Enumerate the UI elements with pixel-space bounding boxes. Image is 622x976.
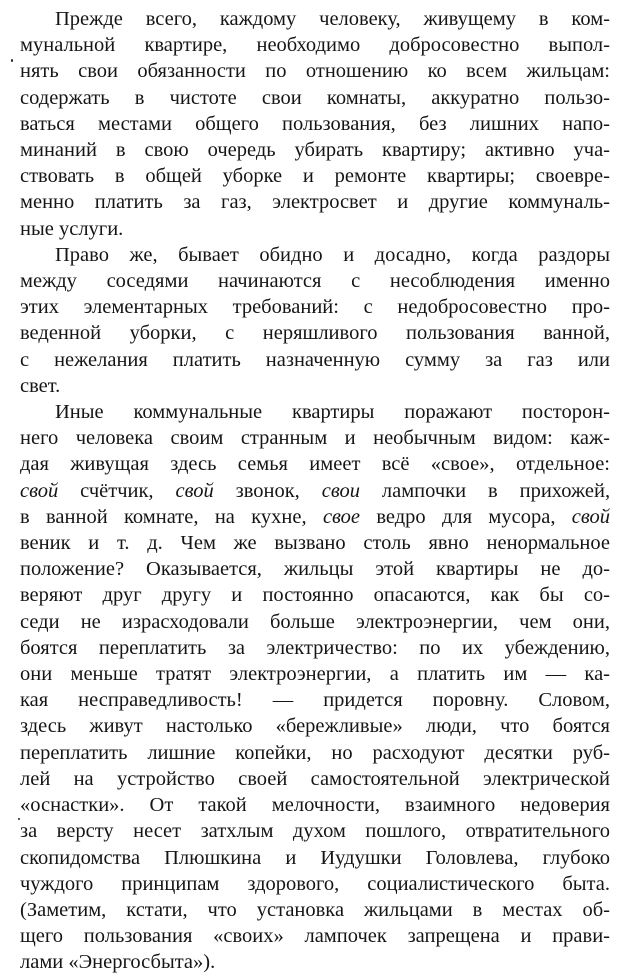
text-line: щего пользования «своих» лампочек запрещена и прави- — [20, 925, 610, 948]
text-line: свой счётчик, свой звонок, свои лампочки в прихожей, — [20, 479, 611, 502]
text-line: него человека своим странным и необычным видом: каж- — [20, 427, 610, 450]
text-line: с нежелания платить назначенную сумму за газ или — [20, 348, 610, 371]
text-line: чуждого принципам здорового, социалистического быта. — [20, 872, 610, 895]
text-line: веник и т. д. Чем же вызвано столь явно ненормальное — [20, 532, 610, 555]
text-line: «оснастки». От такой мелочности, взаимного недоверия — [20, 794, 610, 817]
text-line: ные услуги. — [20, 217, 124, 240]
text-line: свет. — [20, 374, 61, 397]
text-line: ствовать в общей уборке и ремонте квартиры; своевре- — [20, 165, 610, 188]
paragraph — [20, 399, 610, 975]
print-speck — [18, 818, 20, 820]
text-line: кая несправедливость! — придется поровну. Словом, — [20, 689, 610, 712]
text-line: положение? Оказывается, жильцы этой квартиры не до- — [20, 558, 610, 581]
paragraph — [20, 242, 610, 399]
text-line: переплатить лишние копейки, но расходуют десятки руб- — [20, 741, 610, 764]
text-line: Иные коммунальные квартиры поражают посторон- — [55, 401, 610, 424]
text-line: за версту несет затхлым духом пошлого, отвратительного — [20, 820, 610, 843]
emphasis-word: свой — [20, 479, 59, 502]
paragraph — [20, 6, 610, 242]
text-line: нять свои обязанности по отношению ко всем жильцам: — [20, 60, 610, 83]
text-line: лами «Энергосбыта»). — [20, 951, 216, 974]
text-line: лей на устройство своей самостоятельной электрической — [20, 767, 610, 790]
text-line: скопидомства Плюшкина и Иудушки Головлева, глубоко — [20, 846, 610, 869]
text-line: (Заметим, кстати, что установка жильцами в местах об- — [20, 898, 610, 921]
text-line: седи не израсходовали больше электроэнергии, чем они, — [20, 610, 610, 633]
text-line: между соседями начинаются с несоблюдения именно — [20, 270, 610, 293]
text-line: веденной уборки, с неряшливого пользования ванной, — [20, 322, 610, 345]
text-line: боятся переплатить за электричество: по их убеждению, — [20, 636, 610, 659]
document-body — [20, 6, 610, 976]
text-line: этих элементарных требований: с недобросовестно про- — [20, 296, 610, 319]
text-line: Прежде всего, каждому человеку, живущему в ком- — [55, 8, 610, 30]
text-line: в ванной комнате, на кухне, свое ведро для мусора, свой — [20, 505, 611, 528]
text-line: мунальной квартире, необходимо добросовестно выпол- — [20, 34, 610, 57]
print-speck — [11, 59, 13, 62]
text-line: минаний в свою очередь убирать квартиру; активно уча- — [20, 139, 610, 162]
emphasis-word: свой — [571, 505, 611, 528]
emphasis-word: свой — [175, 479, 214, 502]
text-line: здесь живут настолько «бережливые» люди, что боятся — [20, 715, 610, 738]
emphasis-word: свои — [321, 479, 360, 502]
emphasis-word: свое — [322, 505, 361, 528]
text-line: веряют друг другу и постоянно опасаются, как бы со- — [20, 584, 610, 607]
text-line: содержать в чистоте свои комнаты, аккуратно пользо- — [20, 86, 610, 109]
text-line: дая живущая здесь семья имеет всё «свое», отдельное: — [20, 453, 610, 476]
text-line: ваться местами общего пользования, без лишних напо- — [20, 112, 610, 135]
text-line: Право же, бывает обидно и досадно, когда раздоры — [55, 243, 610, 266]
document-page — [20, 0, 610, 976]
text-line: они меньше тратят электроэнергии, а платить им — ка- — [20, 663, 610, 686]
text-line: менно платить за газ, электросвет и другие коммуналь- — [20, 191, 610, 214]
